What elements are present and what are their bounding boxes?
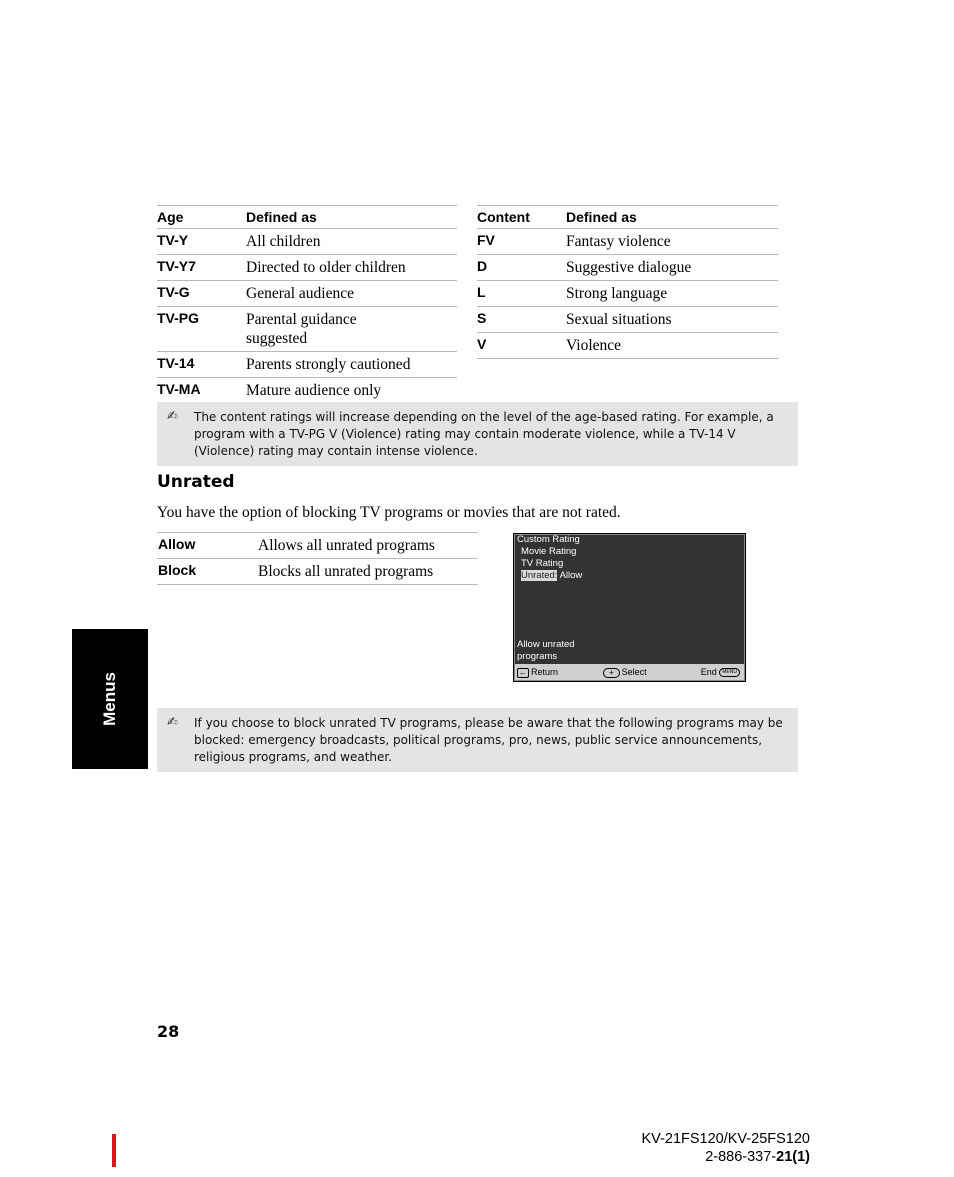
rating-code: TV-MA (157, 378, 246, 404)
table-row (157, 352, 457, 378)
table-row (157, 559, 478, 585)
table-row (477, 229, 778, 255)
content-code: D (477, 255, 566, 281)
rating-definition: General audience (246, 281, 457, 307)
option-definition: Blocks all unrated programs (258, 559, 478, 585)
unrated-description: You have the option of blocking TV programs or movies that are not rated. (157, 504, 621, 521)
select-hint (603, 667, 647, 678)
unrated-value: Allow (559, 570, 583, 581)
table-row (157, 307, 457, 352)
footer-models: KV-21FS120/KV-25FS120 (641, 1131, 810, 1147)
rating-code: TV-Y (157, 229, 246, 255)
note-text: If you choose to block unrated TV programs, please be aware that the following programs may be blocked: emergency broadcasts, political programs, pro, news, public service announcements, religious programs, and weather. (194, 716, 783, 764)
table-row (477, 307, 778, 333)
menu-item-tv-rating: TV Rating (521, 558, 564, 569)
joystick-icon: + (603, 668, 620, 678)
tv-menu-screenshot (513, 533, 746, 682)
end-hint (701, 667, 742, 677)
side-tab-label: Menus (100, 672, 119, 726)
rating-code: TV-PG (157, 307, 246, 352)
pencil-note-icon: ✍ (167, 409, 178, 424)
return-arrow-icon: ← (519, 667, 527, 677)
rating-definition: Directed to older children (246, 255, 457, 281)
rating-definition: Mature audience only (246, 378, 457, 404)
table-header-row (157, 206, 457, 229)
table-row (157, 378, 457, 404)
content-rating-table (477, 205, 778, 359)
column-header: Content (477, 206, 566, 229)
table-row (157, 533, 478, 559)
section-side-tab (72, 629, 148, 769)
note-text: The content ratings will increase depending on the level of the age-based rating. For example, a program with a TV-PG V (Violence) rating may contain moderate violence, while a TV-14 V (Violence) rating may contain intense violence. (194, 410, 774, 458)
content-code: V (477, 333, 566, 359)
section-heading-unrated: Unrated (157, 472, 235, 492)
column-header: Age (157, 206, 246, 229)
content-code: S (477, 307, 566, 333)
rating-code: TV-14 (157, 352, 246, 378)
rating-definition: Parental guidance suggested (246, 307, 457, 352)
option-name: Block (157, 559, 258, 585)
content-definition: Violence (566, 333, 778, 359)
select-label: Select (621, 667, 647, 677)
footer-model-info (642, 1130, 810, 1166)
menu-help-text: Allow unrated programs (517, 639, 575, 662)
menu-button-bar (515, 664, 744, 680)
age-rating-table (157, 205, 457, 404)
option-definition: Allows all unrated programs (258, 533, 478, 559)
footer-part-number: 2-886-337-21(1) (705, 1149, 810, 1165)
content-definition: Fantasy violence (566, 229, 778, 255)
table-row (157, 255, 457, 281)
table-row (477, 281, 778, 307)
rating-definition: All children (246, 229, 457, 255)
menu-key-icon: MENU (719, 668, 740, 677)
menu-item-movie-rating: Movie Rating (521, 546, 577, 557)
option-name: Allow (157, 533, 258, 559)
menu-item-unrated (521, 570, 582, 582)
unrated-label-highlight: Unrated: (521, 570, 558, 581)
content-code: FV (477, 229, 566, 255)
content-definition: Sexual situations (566, 307, 778, 333)
content-ratings-note (157, 402, 798, 466)
table-header-row (477, 206, 778, 229)
content-definition: Strong language (566, 281, 778, 307)
table-row (157, 229, 457, 255)
return-label: Return (531, 667, 559, 677)
page-number: 28 (157, 1022, 180, 1041)
return-hint (517, 667, 558, 678)
rating-definition: Parents strongly cautioned (246, 352, 457, 378)
rating-code: TV-G (157, 281, 246, 307)
unrated-options-table (157, 532, 478, 585)
content-code: L (477, 281, 566, 307)
menu-title: Custom Rating (517, 534, 580, 545)
unrated-blocking-note (157, 708, 798, 772)
rating-code: TV-Y7 (157, 255, 246, 281)
pencil-note-icon: ✍ (167, 715, 178, 730)
column-header: Defined as (246, 206, 457, 229)
table-row (477, 255, 778, 281)
margin-marker (112, 1134, 116, 1167)
table-row (477, 333, 778, 359)
column-header: Defined as (566, 206, 778, 229)
content-definition: Suggestive dialogue (566, 255, 778, 281)
table-row (157, 281, 457, 307)
end-label: End (700, 667, 717, 677)
